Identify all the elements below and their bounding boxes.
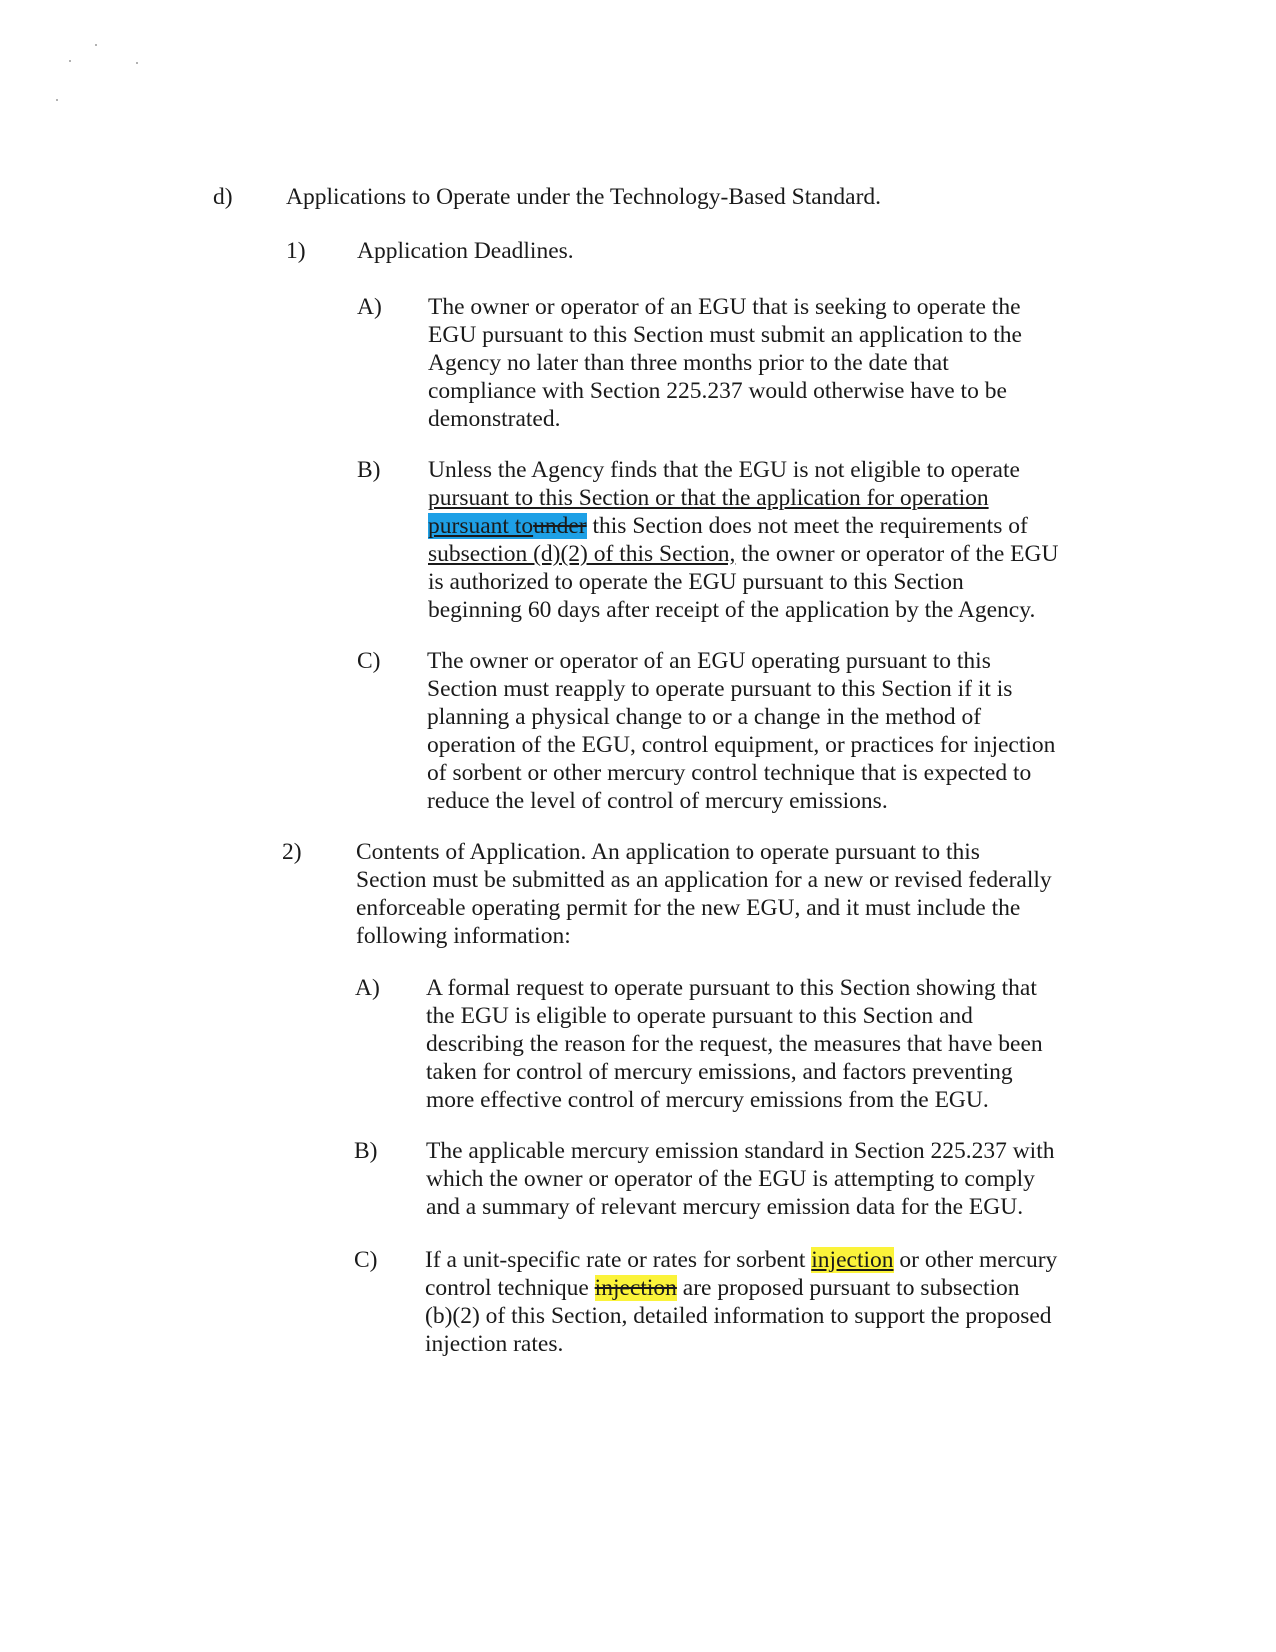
item-1-label: 1) [286, 238, 306, 264]
text-line: Section must reapply to operate pursuant to this Section if it is [427, 676, 1013, 702]
item-2-c-label: C) [354, 1247, 378, 1273]
text-line: planning a physical change to or a change in the method of [427, 704, 982, 730]
text-line: more effective control of mercury emissions from the EGU. [426, 1087, 989, 1113]
blue-highlight-edit [428, 513, 587, 539]
plain-text: the owner or operator of the EGU [735, 541, 1059, 567]
item-1-b-label: B) [357, 457, 381, 483]
text-line: compliance with Section 225.237 would otherwise have to be [428, 378, 1007, 404]
text-line: The applicable mercury emission standard in Section 225.237 with [426, 1138, 1055, 1164]
item-2-text [356, 838, 1052, 950]
text-line: Contents of Application. An application to operate pursuant to this [356, 839, 980, 865]
item-2-b-label: B) [354, 1138, 378, 1164]
text-line: operation of the EGU, control equipment, or practices for injection [427, 732, 1056, 758]
text-line [425, 1274, 1057, 1302]
text-line: Section must be submitted as an application for a new or revised federally [356, 867, 1052, 893]
item-2-b-text [426, 1137, 1054, 1221]
item-1-b-text [428, 456, 1058, 624]
section-d-label: d) [213, 184, 233, 210]
item-2-a-label: A) [355, 975, 380, 1001]
text-line [428, 512, 1058, 540]
text-line: and a summary of relevant mercury emission data for the EGU. [426, 1194, 1024, 1220]
yellow-highlight-inserted-text: injection [811, 1247, 894, 1273]
text-line [425, 1246, 1057, 1274]
section-d-title: Applications to Operate under the Technology-Based Standard. [286, 184, 882, 210]
text-line: The owner or operator of an EGU that is seeking to operate the [428, 294, 1021, 320]
text-line: injection rates. [425, 1331, 564, 1357]
text-line: taken for control of mercury emissions, and factors preventing [426, 1059, 1013, 1085]
text-line: of sorbent or other mercury control technique that is expected to [427, 760, 1032, 786]
item-2-label: 2) [282, 839, 302, 865]
text-line: beginning 60 days after receipt of the application by the Agency. [428, 597, 1036, 623]
text-line: Agency no later than three months prior to the date that [428, 350, 949, 376]
text-line: Unless the Agency finds that the EGU is not eligible to operate [428, 457, 1020, 483]
plain-text: are proposed pursuant to subsection [676, 1275, 1020, 1301]
text-line: following information: [356, 923, 571, 949]
item-1-a-text [428, 293, 1022, 433]
plain-text: or other mercury [893, 1247, 1058, 1273]
scan-speck [56, 99, 58, 101]
text-line: (b)(2) of this Section, detailed information to support the proposed [425, 1303, 1052, 1329]
text-line [428, 484, 1058, 512]
text-line: EGU pursuant to this Section must submit an application to the [428, 322, 1022, 348]
text-line: the EGU is eligible to operate pursuant to this Section and [426, 1003, 973, 1029]
item-1-c-label: C) [357, 648, 381, 674]
item-2-a-text [426, 974, 1043, 1114]
text-line [428, 540, 1058, 568]
item-1-a-label: A) [357, 294, 382, 320]
item-1-c-text [427, 647, 1055, 815]
yellow-highlight-deleted-text: injection [594, 1275, 677, 1301]
text-line: which the owner or operator of the EGU is attempting to comply [426, 1166, 1035, 1192]
text-line: is authorized to operate the EGU pursuant to this Section [428, 569, 964, 595]
text-line: describing the reason for the request, the measures that have been [426, 1031, 1043, 1057]
text-line: demonstrated. [428, 406, 561, 432]
deleted-text: under [533, 513, 587, 539]
inserted-text-underlined: pursuant to this Section or that the application for operation [428, 485, 989, 511]
item-1-title: Application Deadlines. [357, 238, 574, 264]
item-2-c-text [425, 1246, 1057, 1358]
scan-speck [136, 62, 138, 64]
plain-text: this Section does not meet the requirements of [586, 513, 1028, 539]
plain-text: control technique [425, 1275, 595, 1301]
text-line: The owner or operator of an EGU operating pursuant to this [427, 648, 991, 674]
inserted-text: pursuant to [428, 513, 534, 539]
text-line: enforceable operating permit for the new EGU, and it must include the [356, 895, 1021, 921]
scan-speck [95, 44, 97, 46]
plain-text: If a unit-specific rate or rates for sorbent [425, 1247, 812, 1273]
text-line: reduce the level of control of mercury emissions. [427, 788, 888, 814]
inserted-text-underlined: subsection (d)(2) of this Section, [428, 541, 736, 567]
text-line: A formal request to operate pursuant to this Section showing that [426, 975, 1037, 1001]
scan-speck [69, 60, 71, 62]
